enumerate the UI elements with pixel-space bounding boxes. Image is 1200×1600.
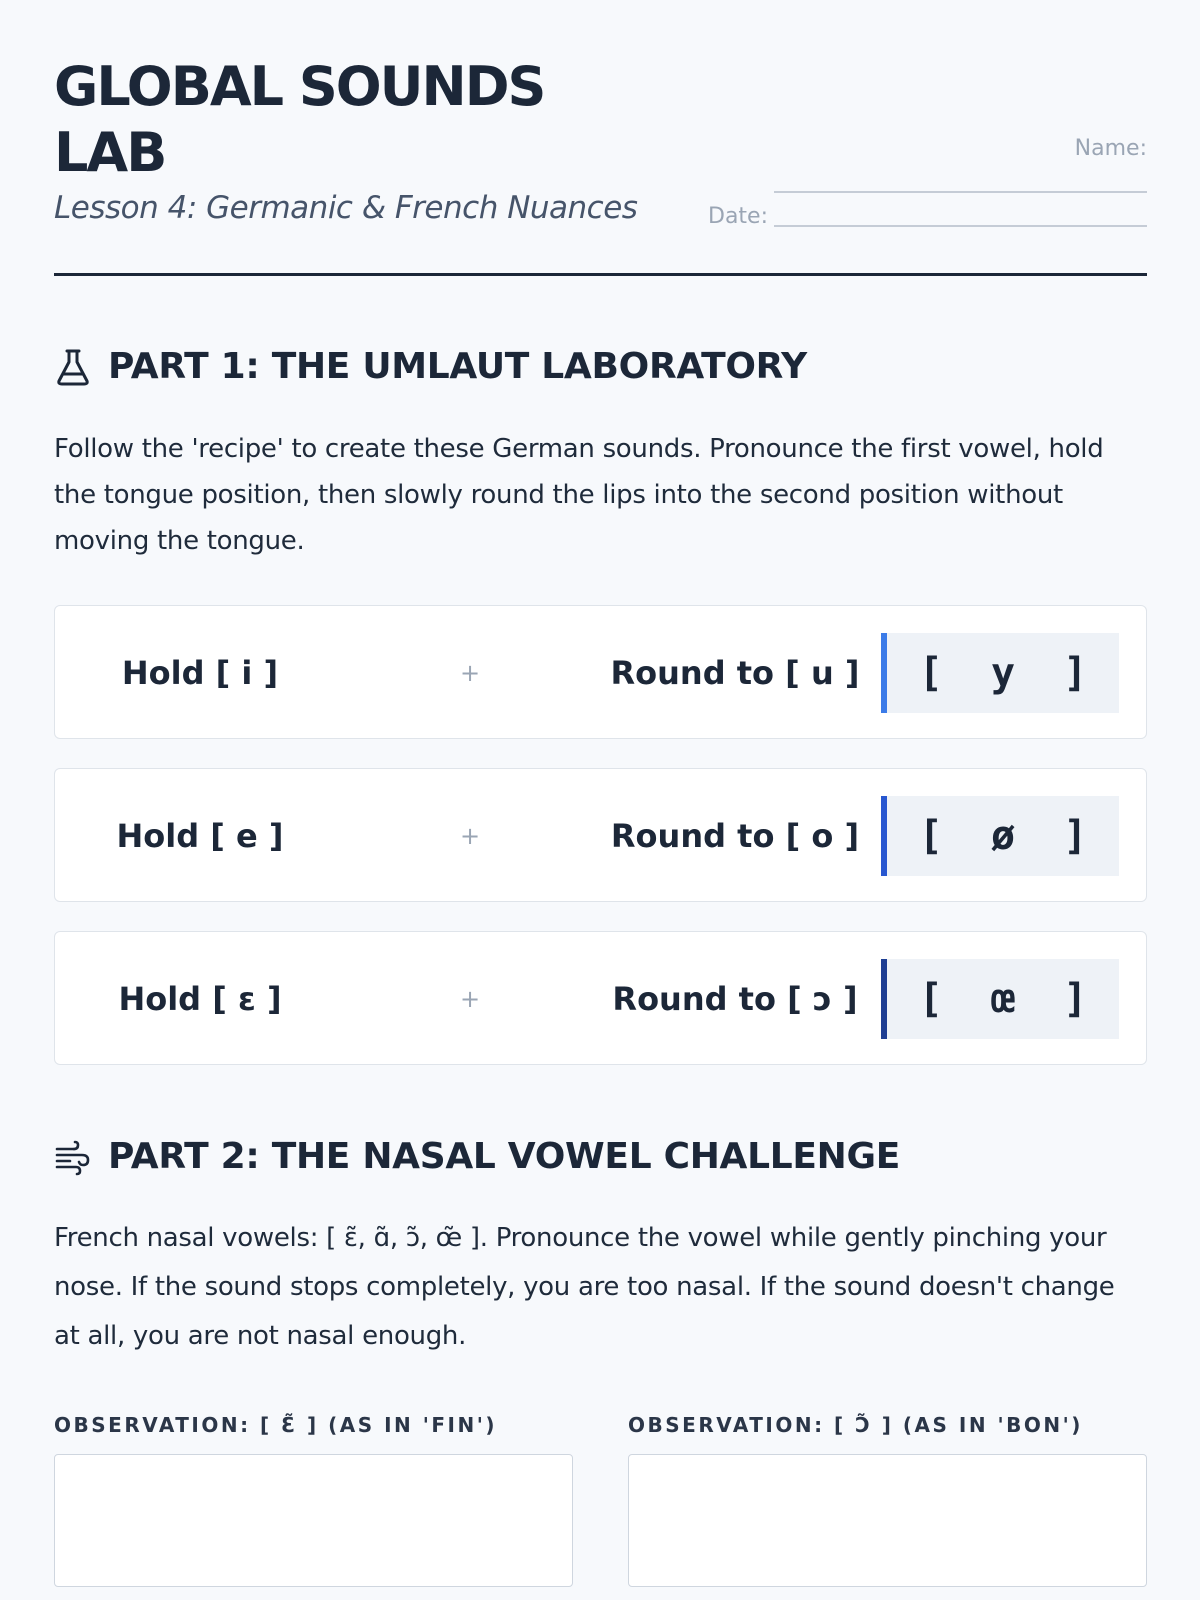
observation-label-bon: OBSERVATION: [ Ɔ̃ ] (AS IN 'BON') xyxy=(628,1413,1083,1437)
round-vowel: Round to [ o ] xyxy=(610,817,860,855)
part2-instructions: French nasal vowels: [ ɛ̃, ɑ̃, ɔ̃, œ̃ ]. Pronounce the vowel while gently pinching your nose. If the sound stops completely, you are too nasal. If the sound doesn't change at all, you are not nasal enough. xyxy=(54,1223,1115,1351)
wind-icon xyxy=(54,1137,92,1177)
date-label: Date: xyxy=(708,204,768,229)
recipe-card xyxy=(54,605,1147,739)
worksheet-page xyxy=(54,0,1147,1600)
plus-sign: + xyxy=(459,659,481,687)
observation-label-fin: OBSERVATION: [ Ɛ̃ ] (AS IN 'FIN') xyxy=(54,1413,497,1437)
plus-sign: + xyxy=(459,822,481,850)
recipe-card xyxy=(54,931,1147,1065)
result-vowel: [ ø ] xyxy=(881,796,1119,876)
flask-icon xyxy=(54,347,92,387)
hold-vowel: Hold [ ɛ ] xyxy=(118,980,282,1018)
round-vowel: Round to [ ɔ ] xyxy=(612,980,858,1018)
page-title: GLOBAL SOUNDS LAB xyxy=(54,55,545,184)
hold-vowel: Hold [ i ] xyxy=(121,654,279,692)
observation-input-bon[interactable] xyxy=(628,1454,1147,1587)
part2-heading-text: PART 2: THE NASAL VOWEL CHALLENGE xyxy=(108,1136,901,1177)
part2-heading xyxy=(54,1136,900,1177)
observation-input-fin[interactable] xyxy=(54,1454,573,1587)
name-field-line[interactable] xyxy=(774,191,1147,193)
part1-heading xyxy=(54,346,807,387)
part1-instructions: Follow the 'recipe' to create these German sounds. Pronounce the first vowel, hold the tongue position, then slowly round the lips into the second position without moving the tongue. xyxy=(54,434,1104,556)
date-field-line[interactable] xyxy=(774,225,1147,227)
part1-heading-text: PART 1: THE UMLAUT LABORATORY xyxy=(108,346,807,387)
round-vowel: Round to [ u ] xyxy=(610,654,860,692)
worksheet-header xyxy=(54,54,1147,276)
result-vowel: [ y ] xyxy=(881,633,1119,713)
recipe-card xyxy=(54,768,1147,902)
result-vowel: [ œ ] xyxy=(881,959,1119,1039)
lesson-subtitle: Lesson 4: Germanic & French Nuances xyxy=(54,190,638,226)
name-label: Name: xyxy=(1074,136,1147,161)
plus-sign: + xyxy=(459,985,481,1013)
hold-vowel: Hold [ e ] xyxy=(116,817,284,855)
